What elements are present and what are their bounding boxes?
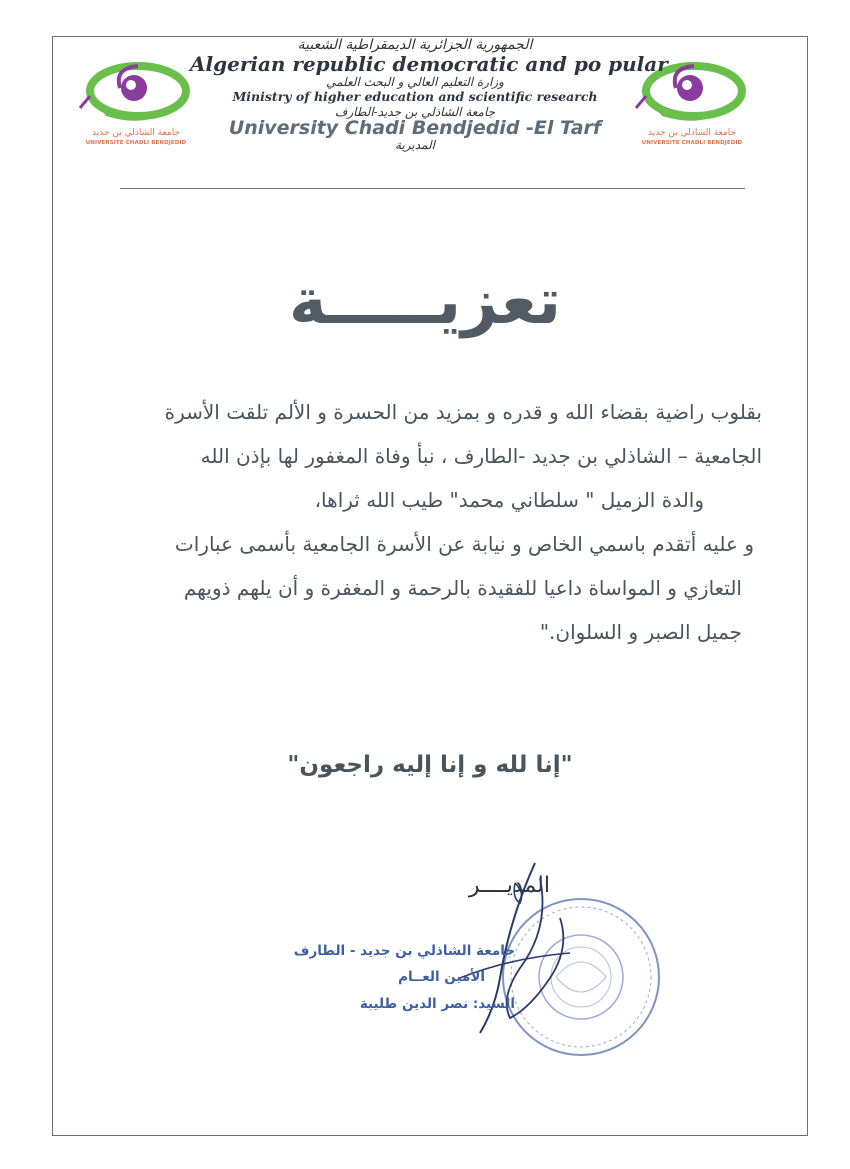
header-ministry-english: Ministry of higher education and scientific research [232,89,598,104]
logo-arabic-caption: جامعة الشاذلي بن جديد [91,128,180,138]
closing-quote: "إنا لله و إنا إليه راجعون" [287,752,573,778]
university-logo-left [76,58,196,153]
signatory-position: الأمين العــام [398,968,485,985]
page-title: تعزيـــــة [288,265,562,339]
header-directorate-arabic: المديرية [395,137,435,152]
body-line: جميل الصبر و السلوان." [539,620,742,644]
header-republic-arabic: الجمهورية الجزائرية الديمقراطية الشعبية [297,37,533,53]
signatory-name: السيد: نصر الدين طليبة [359,996,515,1012]
logo-arabic-caption: جامعة الشاذلي بن جديد [647,128,736,138]
header-university-english: University Chadi Bendjedid -El Tarf [228,116,602,139]
header-university-arabic: جامعة الشاذلي بن جديد-الطارف [334,104,496,119]
logo-english-caption: UNIVERSITE CHADLI BENDJEDID [85,140,187,146]
header-divider [120,188,745,189]
body-line: التعازي و المواساة داعيا للفقيدة بالرحمة و المغفرة و أن يلهم ذويهم [183,576,742,600]
body-line: الجامعية – الشاذلي بن جديد -الطارف ، نبأ وفاة المغفور لها بإذن الله [200,444,762,468]
body-line: بقلوب راضية بقضاء الله و قدره و بمزيد من الحسرة و الألم تلقت الأسرة [164,400,762,424]
logo-english-caption: UNIVERSITE CHADLI BENDJEDID [641,140,743,146]
university-emblem-icon [76,58,196,128]
header-republic-english: Algerian republic democratic and po pular [190,52,668,76]
letterhead [190,36,668,152]
director-title: المديــــر [468,873,550,898]
signatory-university: جامعة الشاذلي بن جديد - الطارف [293,943,515,959]
body-line: و عليه أتقدم باسمي الخاص و نيابة عن الأسرة الجامعية بأسمى عبارات [174,532,754,556]
signatory-block [293,943,515,1012]
condolence-body [110,402,762,642]
header-ministry-arabic: وزارة التعليم العالي و البحث العلمي [326,75,504,89]
body-line: والدة الزميل " سلطاني محمد" طيب الله ثراها، [314,488,704,512]
